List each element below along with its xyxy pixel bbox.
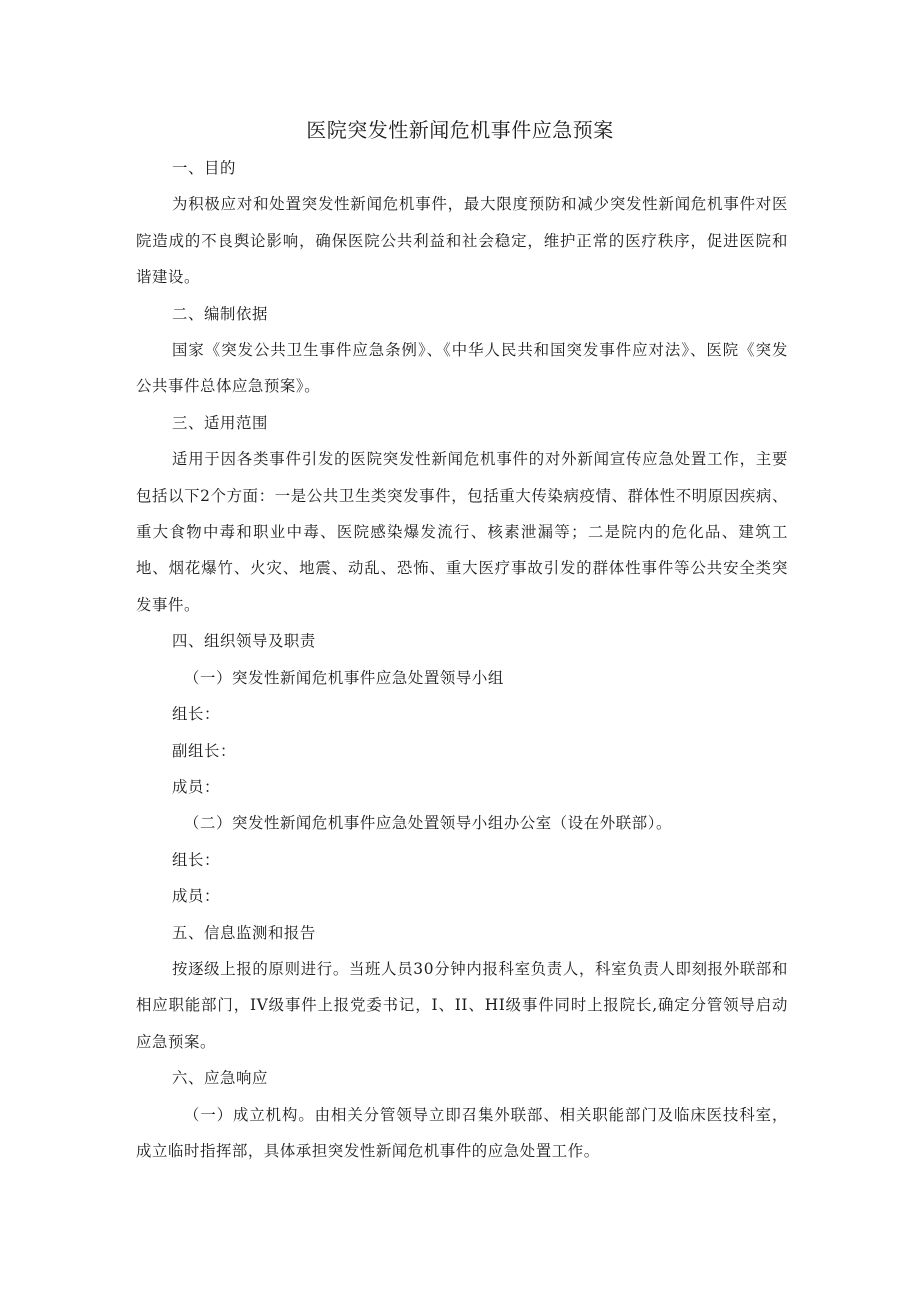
section-heading-purpose: 一、目的 <box>172 159 236 177</box>
paragraph-response: （一）成立机构。由相关分管领导立即召集外联部、相关职能部门及临床医技科室，成立临时指挥部，具体承担突发性新闻危机事件的应急处置工作。 <box>136 1105 788 1160</box>
section-heading-response: 六、应急响应 <box>172 1069 268 1088</box>
paragraph-reporting: 按逐级上报的原则进行。当班人员30分钟内报科室负责人，科室负责人即刻报外联部和相应职能部门，IV级事件上报党委书记，I、II、HI级事件同时上报院长,确定分管领导启动应急预案。 <box>136 959 788 1051</box>
document-body <box>136 150 788 1169</box>
section-heading-organization: 四、组织领导及职责 <box>172 632 316 651</box>
field-group-leader: 组长： <box>172 705 220 724</box>
document-title: 医院突发性新闻危机事件应急预案 <box>306 118 614 142</box>
section-heading-basis: 二、编制依据 <box>172 304 268 323</box>
subsection-heading-leading-group: （一）突发性新闻危机事件应急处置领导小组 <box>184 668 504 687</box>
field-office-members: 成员： <box>172 887 220 906</box>
paragraph-basis: 国家《突发公共卫生事件应急条例》、《中华人民共和国突发事件应对法》、医院《突发公共事件总体应急预案》。 <box>136 341 788 396</box>
section-heading-scope: 三、适用范围 <box>172 413 268 432</box>
field-office-leader: 组长： <box>172 850 220 869</box>
field-members: 成员： <box>172 777 220 796</box>
paragraph-scope: 适用于因各类事件引发的医院突发性新闻危机事件的对外新闻宣传应急处置工作，主要包括以下2个方面：一是公共卫生类突发事件，包括重大传染病疫情、群体性不明原因疾病、重大食物中毒和职业中毒、医院感染爆发流行、核素泄漏等；二是院内的危化品、建筑工地、烟花爆竹、火灾、地震、动乱、恐怖、重大医疗事故引发的群体性事件等公共安全类突发事件。 <box>136 450 788 614</box>
field-deputy-leader: 副组长： <box>172 741 236 760</box>
paragraph-purpose: 为积极应对和处置突发性新闻危机事件，最大限度预防和减少突发性新闻危机事件对医院造成的不良舆论影响，确保医院公共利益和社会稳定，维护正常的医疗秩序，促进医院和谐建设。 <box>136 195 788 287</box>
subsection-heading-office: （二）突发性新闻危机事件应急处置领导小组办公室（设在外联部）。 <box>184 814 673 833</box>
section-heading-reporting: 五、信息监测和报告 <box>172 923 316 942</box>
